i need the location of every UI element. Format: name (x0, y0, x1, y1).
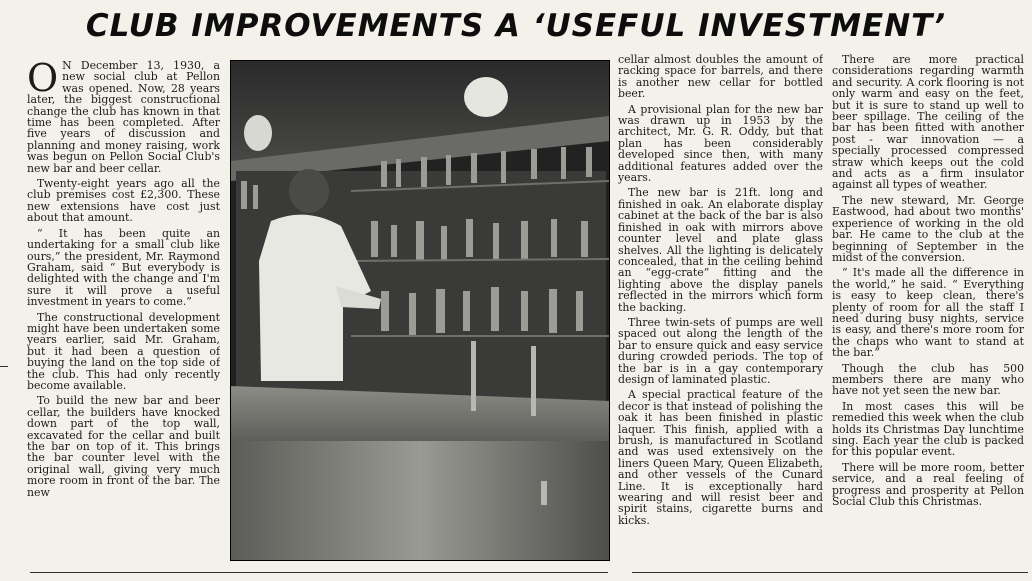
article-column-3 (832, 54, 1024, 571)
article-column-2 (618, 54, 823, 571)
article-paragraph: The new steward, Mr. George Eastwood, had about two months' experience of working in the old bar. He came to the club at the beginning of September in the midst of the conversion. (832, 193, 1024, 264)
headline: CLUB IMPROVEMENTS A ‘USEFUL INVESTMENT’ (85, 8, 947, 44)
article-paragraph: “ It's made all the difference in the world,” he said. “ Everything is easy to keep clean, there's plenty of room for all the staff I need during busy nights, service is easy, and there's more room for the chaps who want to stand at the bar.” (832, 266, 1024, 360)
article-paragraph: Twenty-eight years ago all the club premises cost £2,300. These new extensions have cost just about that amount. (27, 177, 220, 225)
article-paragraph: The constructional development might have been undertaken some years earlier, said Mr. Graham, but it had been a question of buying the land on the top side of the club. This had only recently become available. (27, 310, 220, 392)
bar-photograph (230, 60, 610, 561)
article-paragraph: Though the club has 500 members there are many who have not yet seen the new bar. (832, 361, 1024, 398)
article-paragraph: O N December 13, 1930, a new social club at Pellon was opened. Now, 28 years later, the biggest constructional change the club has known in that time has been completed. After five years of discussion and planning and money raising, work was begun on Pellon Social Club's new bar and beer cellar. (27, 60, 220, 175)
article-paragraph: A provisional plan for the new bar was drawn up in 1953 by the architect, Mr. G. R. Oddy, but that plan has been considerably developed since then, with many additional features added over the years. (618, 102, 823, 185)
drop-cap: O (27, 60, 59, 100)
bottom-rule-right (632, 572, 1028, 573)
article-paragraph: To build the new bar and beer cellar, the builders have knocked down part of the top wall, excavated for the cellar and built the bar on top of it. This brings the bar counter level with the original wall, giving very much more room in front of the bar. The new (27, 394, 220, 499)
left-margin-rule (0, 366, 8, 367)
article-paragraph: cellar almost doubles the amount of racking space for barrels, and there is another new cellar for bottled beer. (618, 54, 823, 101)
article-paragraph: There are more practical considerations regarding warmth and security. A cork flooring is not only warm and easy on the feet, but it is sure to stand up well to beer spillage. The ceiling of the bar has been fitted with another post - war innovation — a specially processed compressed straw which keeps out the cold and acts as a firm insulator against all types of weather. (832, 54, 1024, 192)
article-paragraph: The new bar is 21ft. long and finished in oak. An elaborate display cabinet at the back of the bar is also finished in oak with mirrors above counter level and plate glass shelves. All the lighting is delicately concealed, that in the ceiling behind an “egg-crate” fitting and the lighting above the display panels reflected in the mirrors which form the backing. (618, 186, 823, 314)
bottom-rule-left (30, 572, 608, 573)
article-paragraph: A special practical feature of the decor is that instead of polishing the oak it has been finished in plastic laquer. This finish, applied with a brush, is manufactured in Scotland and was used extensively on the liners Queen Mary, Queen Elizabeth, and other vessels of the Cunard Line. It is exceptionally hard wearing and will resist beer and spirit stains, cigarette burns and kicks. (618, 388, 823, 527)
article-column-1 (27, 60, 220, 571)
article-paragraph: Three twin-sets of pumps are well spaced out along the length of the bar to ensure quick and easy service during crowded periods. The top of the bar is in a gay contemporary design of laminated plastic. (618, 315, 823, 386)
article-paragraph: There will be more room, better service, and a real feeling of progress and prosperity at Pellon Social Club this Christmas. (832, 460, 1024, 509)
article-paragraph: In most cases this will be remedied this week when the club holds its Christmas Day lunchtime sing. Each year the club is packed for this popular event. (832, 399, 1024, 459)
article-paragraph: “ It has been quite an undertaking for a small club like ours,” the president, Mr. Raymond Graham, said “ But everybody is delighted with the change and I'm sure it will prove a useful investment in years to come.” (27, 226, 220, 309)
